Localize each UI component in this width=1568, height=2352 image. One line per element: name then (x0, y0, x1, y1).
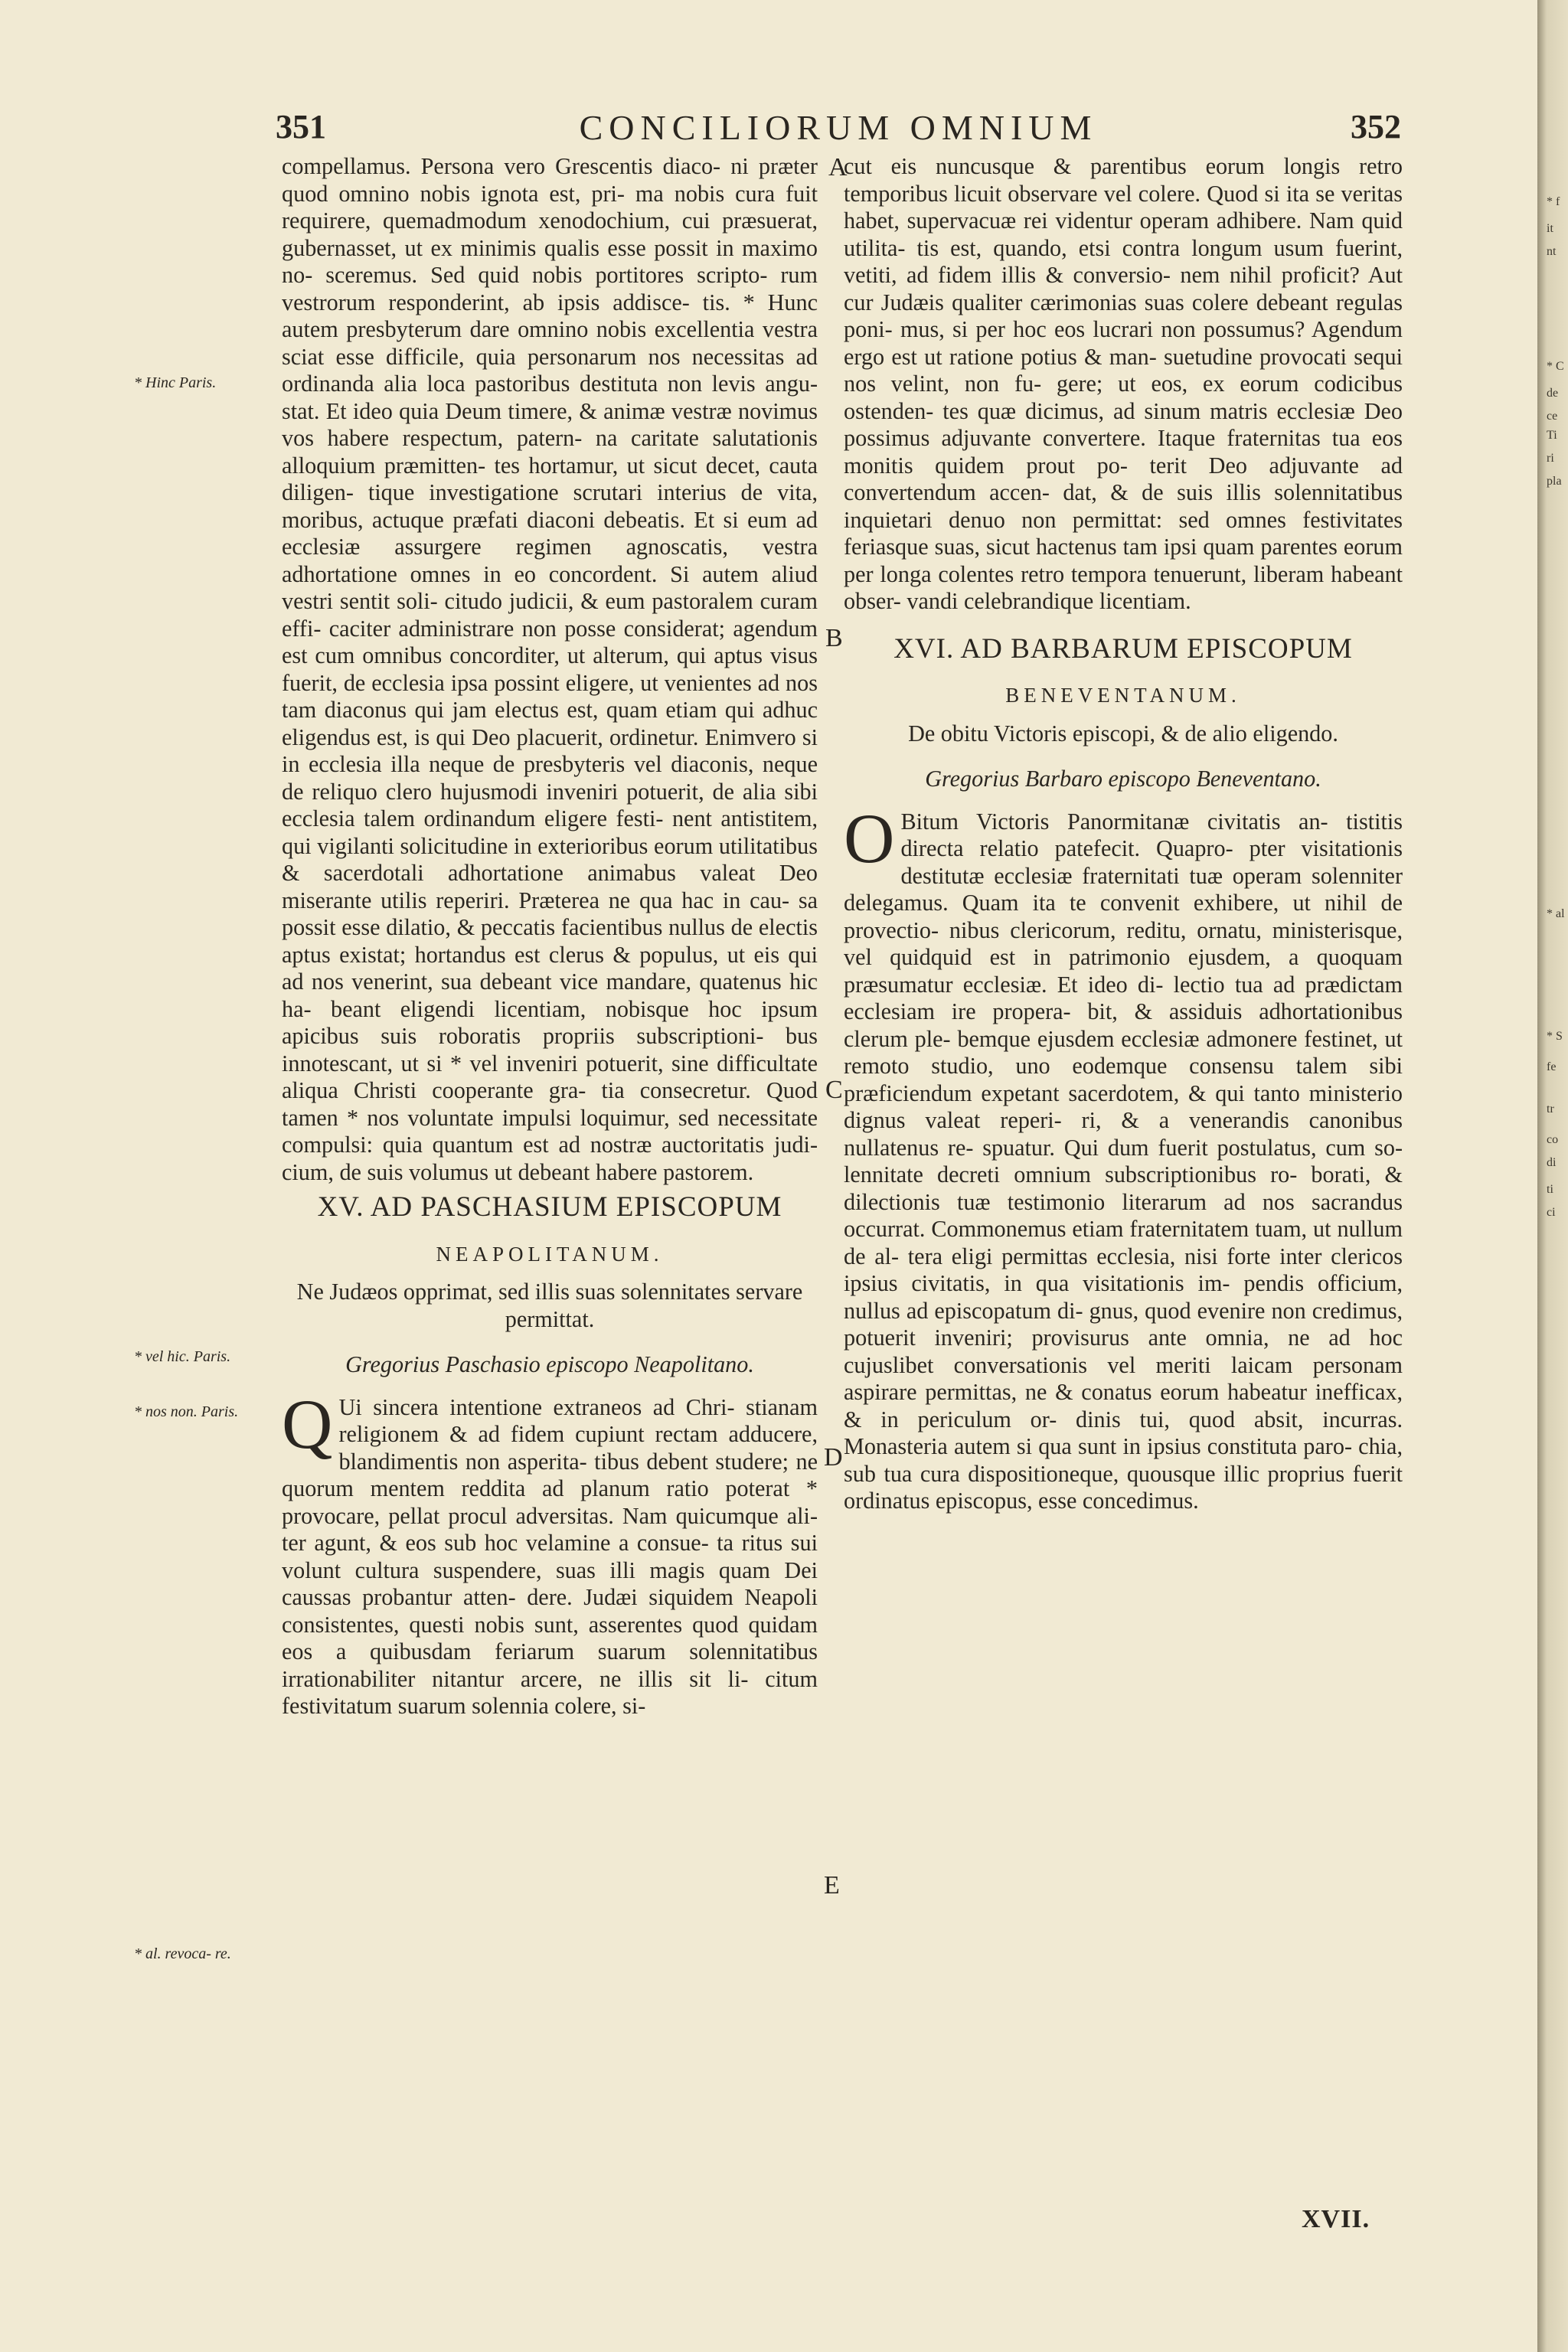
section-marker-b: B (825, 624, 843, 652)
letter-xv-text: Ui sincera intentione extraneos ad Chri- stianam religionem & ad fidem cupiunt rectam adducere, blandimentis non asperita- tibus debent studere; ne quorum mentem reddita ad planum ratio poterat * provocare, pellat procul adversitas. Nam quicumque ali- ter agunt, & eos sub hoc velamine a consue- ta ritus sui volunt cultura suspendere, suas illi magis quam Dei caussas probantur atten- dere. Judæi siquidem Neapoli consistentes, questi nobis sunt, asserentes quod quidam eos a quibusdam feriarum suarum solennitatibus irrationabiliter nitantur arcere, ne illis sit li- citum festivitatum suarum solennia colere, si- (282, 1393, 818, 1719)
left-column-text: compellamus. Persona vero Grescentis diaco- ni præter quod omnino nobis ignota est, pri- ma nobis cura fuit requirere, quemadmodum xenodochium, cui præsuerat, gubernasset, ut ex minimis qualis esse possit in maximo no- sceremus. Sed quid nobis portitores scripto- rum vestrorum responderint, ab ipsis addisce- tis. * Hunc autem presbyterum dare omnino nobis excellentia vestra sciat esse difficile, quia personarum nos necessitas ad ordinanda alia loca pastoribus destituta non levis angu- stat. Et ideo quia Deum timere, & animæ vestræ novimus vos habere respectum, patern- na caritate salutationis alloquium præmitten- tes hortamur, ut sicut decet, cauta diligen- tique investigatione scrutari interius de vita, moribus, actuque præfati diaconi debeatis. Et si eum ad ecclesiæ assurgere regimen agnoscatis, vestra adhortatione omnes in eo concordent. Si autem aliud vestri sentit soli- citudo judicii, & eum pastoralem curam effi- caciter administrare non posse considerat; agendum est cum omnibus concorditer, ut alterum, qui aptus visus fuerit, de ecclesia ipsa possint eligere, ut venientes ad nos tam diaconus qui jam electus est, quam etiam qui adhuc eligendus est, is qui Deo placuerit, ordinetur. Enimvero si in ecclesia illa neque de presbyteris vel diaconis, neque de reliquo clero hujusmodi inveniri potuerit, de alia sibi ecclesia talem ordinandum eligere festi- nent antistitem, qui vigilanti solicitudine in exterioribus eorum utilitatibus & sacerdotali adhortatione animabus valeat Deo miserante utilis reperiri. Præterea ne qua hac in cau- sa possit esse dilatio, & peccatis facientibus nullus de electis aptus existat; hortandus est clerus & populus, ut eis qui ad nos venerint, sua debeant vice mandare, quatenus hic ha- beant eligendi licentiam, nobisque hoc ipsum apicibus suis roboratis propriis subscriptioni- bus innotescant, ut si * vel inveniri potuerit, sine difficultate aliqua Christi cooperante gra- tia consecretur. Quod tamen * nos voluntate impulsi loquimur, sed necessitate compulsi: quia quantum est ad nostræ auctoritatis judi- cium, de suis volumus ut debeant habere pastorem. (282, 153, 818, 1185)
letter-xvi-text: Bitum Victoris Panormitanæ civitatis an- tistitis directa relatio patefecit. Quapro- pter visitationis destitutæ ecclesiæ fraternitati tuæ operam solenniter delegamus. Quam ita te convenit exhibere, ut nihil de provectio- nibus clericorum, reditu, ornatu, ministerisque, vel quidquid est in patrimonio ejusdem, a quoquam præsumatur ecclesiæ. Et ideo di- lectio tua ad prædictam ecclesiam ire propera- bit, & assiduis adhortationibus clerum ple- bemque ejusdem ecclesiæ admonere festinet, ut remoto studio, uno eodemque consensu talem sibi præficiendum expetant sacerdotem, & qui tanto ministerio dignus valeat reperi- ri, & a venerandis canonibus nullatenus re- spuatur. Qui dum fuerit postulatus, cum so- lennitate decreti omnium subscriptionibus ro- borati, & dilectionis tuæ testimonio literarum ad nos sacrandus occurrat. Commonemus etiam fraternitatem tuam, ut nullum de al- tera eligi permittas ecclesia, nisi forte inter clericos ipsius civitatis, in qua visitationis im- pendis officium, nullus ad episcopatum di- gnus, quod evenire non credimus, potuerit inveniri; provisurus ante omnia, ne ad hoc cujuslibet conversationis vel meriti laicam personam aspirare permittas, ne & conatus eorum habeatur inefficax, & in periculum or- dinis tui, quod absit, incurras. Monasteria autem si qua sunt in ipsius constituta paro- chia, sub tua cura dispositioneque, quousque illic proprius fuerit ordinatus episcopus, esse concedimus. (844, 808, 1403, 1514)
gutter-fragment: co (1547, 1133, 1559, 1146)
gutter-fragment: Ti (1547, 429, 1557, 442)
gutter-fragment: ti (1547, 1183, 1553, 1196)
section-summary-xv: Ne Judæos opprimat, sed illis suas solennitates servare permittat. (296, 1279, 803, 1332)
page-number-right: 352 (1351, 108, 1401, 145)
side-note-2: * vel hic. Paris. (134, 1348, 231, 1365)
section-title-xv: XV. AD PASCHASIUM EPISCOPUM (317, 1191, 782, 1223)
gutter-fragment: * al (1547, 907, 1565, 920)
section-marker-a: A (828, 153, 848, 181)
gutter-fragment: di (1547, 1156, 1557, 1169)
section-subtitle-xv: NEAPOLITANUM. (436, 1242, 664, 1266)
catchword: XVII. (1302, 2205, 1370, 2233)
section-marker-e: E (824, 1871, 840, 1900)
running-header (276, 107, 1401, 153)
left-column (282, 153, 818, 1720)
gutter-fragment: it (1547, 222, 1553, 235)
side-note-4: * al. revoca- re. (134, 1945, 231, 1962)
gutter-fragment: de (1547, 387, 1559, 400)
section-summary-xvi: De obitu Victoris episcopi, & de alio eligendo. (908, 720, 1338, 746)
dropcap-o: O (844, 799, 895, 877)
section-marker-c: C (825, 1076, 843, 1104)
gutter-fragment: nt (1547, 245, 1557, 258)
gutter-fragment: * S (1547, 1030, 1563, 1043)
letter-xv-body (282, 1384, 818, 1720)
adjacent-page-gutter (1537, 0, 1568, 2352)
gutter-fragment: * f (1547, 195, 1560, 208)
letter-xvi-body (844, 799, 1403, 1515)
gutter-fragment: ci (1547, 1206, 1556, 1219)
running-title: CONCILIORUM OMNIUM (579, 108, 1098, 147)
section-title-xvi: XVI. AD BARBARUM EPISCOPUM (893, 632, 1353, 665)
salutation-xvi: Gregorius Barbaro episcopo Beneventano. (925, 766, 1321, 792)
gutter-fragment: * C (1547, 360, 1564, 373)
dropcap-q: Q (282, 1384, 333, 1463)
section-marker-d: D (824, 1443, 843, 1472)
salutation-xv: Gregorius Paschasio episcopo Neapolitano. (345, 1351, 754, 1377)
side-note-1: * Hinc Paris. (134, 374, 217, 391)
right-column (844, 153, 1403, 1515)
gutter-fragment: tr (1547, 1102, 1554, 1116)
gutter-fragment: ri (1547, 452, 1554, 465)
right-column-text: cut eis nuncusque & parentibus eorum longis retro temporibus licuit observare vel colere. Quod si ita se veritas habet, supervacuæ rei videntur operam adhibere. Nam quid utilita- tis est, quando, etsi contra longum usum fuerint, vetiti, ad fidem illis & conversio- nem nihil proficit? Aut cur Judæis qualiter cærimonias suas colere debeant regulas poni- mus, si per hoc eos lucrari non possumus? Agendum ergo est ut ratione potius & man- suetudine provocati sequi nos velint, non fu- gere; ut eos, ex eorum codicibus ostenden- tes quæ dicimus, ad sinum matris ecclesiæ Deo possimus adjuvante convertere. Itaque fraternitas tua eos monitis quidem prout po- terit Deo adjuvante ad convertendum accen- dat, & de suis illis solennitatibus inquietari denuo non permittat: sed omnes festivitates feriasque suas, sicut hactenus tam ipsi quam parentes eorum per longa colentes retro tempora tenuerunt, liberam habeant obser- vandi celebrandique licentiam. (844, 153, 1403, 614)
gutter-fragment: ce (1547, 410, 1558, 423)
gutter-fragment: pla (1547, 475, 1562, 488)
side-note-3: * nos non. Paris. (134, 1403, 239, 1420)
page-number-left: 351 (276, 108, 326, 145)
gutter-fragment: fe (1547, 1060, 1557, 1073)
section-subtitle-xvi: BENEVENTANUM. (1005, 684, 1241, 707)
